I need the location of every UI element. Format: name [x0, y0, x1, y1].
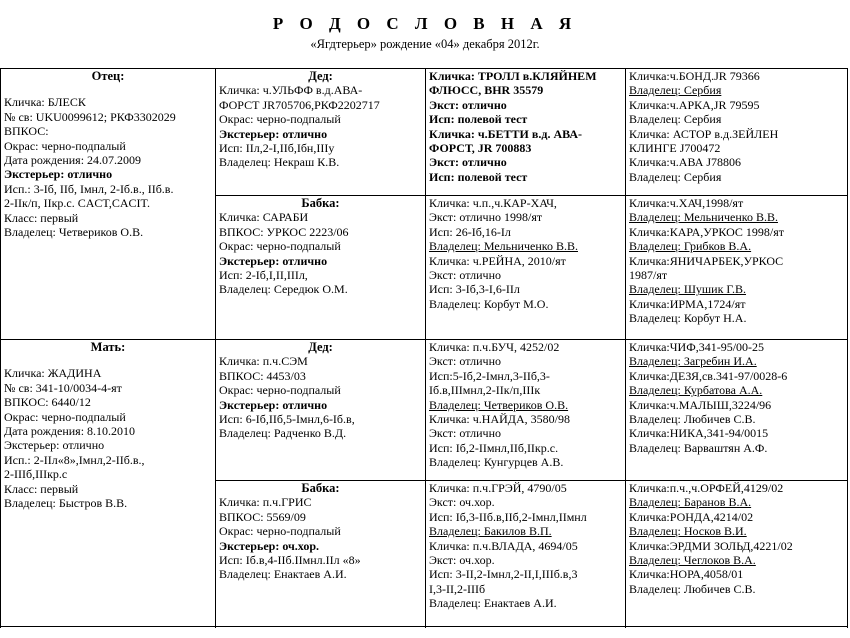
- g4-line: Кличка:РОНДА,4214/02: [629, 509, 754, 524]
- g3-line: Владелец: Енактаев А.И.: [429, 596, 557, 611]
- mother-heading: Мать:: [90, 340, 126, 354]
- g3-line: Экст: отлично: [429, 97, 507, 112]
- pgm-owner: Владелец: Середюк О.М.: [219, 282, 348, 297]
- pgm-line: Окрас: черно-подпалый: [219, 239, 341, 254]
- pgm-line: Исп: 2-Iб,I,II,IIIл,: [219, 268, 308, 283]
- mgm-line: Исп: Iб.в,4-IIб.IIмнл.IIл «8»: [219, 553, 361, 568]
- document-title: Р О Д О С Л О В Н А Я: [272, 14, 578, 33]
- g3-line: Владелец: Бакилов В.П.: [429, 524, 552, 539]
- pgm-heading: Бабка:: [301, 196, 340, 210]
- pgf-line: Экстерьер: отлично: [219, 126, 328, 141]
- pgf-owner: Владелец: Некраш К.В.: [219, 155, 340, 170]
- g3-line: ФЛЮСС, BHR 35579: [429, 83, 544, 98]
- g4-line: Владелец: Любичев С.В.: [629, 412, 756, 427]
- father-cell: [1, 69, 216, 340]
- g4-line: Владелец: Любичев С.В.: [629, 581, 756, 596]
- g3-line: Кличка: п.ч.ВЛАДА, 4694/05: [429, 538, 578, 553]
- g3-line: Кличка: ч.НАЙДА, 3580/98: [429, 412, 570, 427]
- g3-line: Кличка: п.ч.БУЧ, 4252/02: [429, 340, 560, 354]
- g3-line: Кличка: ТРОЛЛ в.КЛЯЙНЕМ: [429, 69, 597, 83]
- mother-vpkos: ВПКОС: 6440/12: [4, 395, 91, 410]
- mgm-owner: Владелец: Енактаев А.И.: [219, 567, 347, 582]
- g3-line: Iб.в,IIIмнл,2-IIк/п,IIIк: [429, 383, 541, 398]
- g4-line: Владелец: Курбатова А.А.: [629, 383, 763, 398]
- g4-line: Владелец: Сербия: [629, 169, 722, 184]
- paternal-grandmother-cell: [216, 196, 426, 340]
- mgf-heading: Дед:: [308, 340, 333, 354]
- g3-line: Владелец: Мельниченко В.В.: [429, 239, 578, 254]
- mgm-line: Экстерьер: оч.хор.: [219, 538, 319, 553]
- mgf-line: Исп: 6-Iб,IIб,5-Iмнл,6-Iб.в,: [219, 412, 355, 427]
- mgm-line: Окрас: черно-подпалый: [219, 524, 341, 539]
- mgm-heading: Бабка:: [301, 481, 340, 495]
- g3-line: Экст: отлично: [429, 155, 507, 170]
- g4-cell-2: [626, 196, 848, 340]
- g4-line: Владелец: Грибков В.А.: [629, 239, 752, 254]
- maternal-grandmother-cell: [216, 481, 426, 627]
- mother-reg: № св: 341-10/0034-4-ят: [4, 380, 122, 395]
- g3-line: Исп: полевой тест: [429, 112, 528, 127]
- g4-line: 1987/ят: [629, 268, 668, 283]
- pgf-line: ФОРСТ JR705706,РКФ2202717: [219, 97, 380, 112]
- father-reg: № св: UKU0099612; РКФ3302029: [4, 109, 176, 124]
- mgf-line: Окрас: черно-подпалый: [219, 383, 341, 398]
- g3-line: Исп: 3-II,2-Iмнл,2-II,I,IIIб.в,3: [429, 567, 578, 582]
- document-subtitle: «Ягдтерьер» рождение «04» декабря 2012г.: [310, 37, 540, 51]
- father-trials: Исп.: 3-Iб, IIб, Iмнл, 2-Iб.в., IIб.в.: [4, 181, 174, 196]
- father-class: Класс: первый: [4, 210, 79, 225]
- g3-cell-2: [426, 196, 626, 340]
- father-color: Окрас: черно-подпалый: [4, 138, 126, 153]
- mother-name: Кличка: ЖАДИНА: [4, 366, 102, 381]
- g3-line: Исп: Iб,3-IIб.в,IIб,2-Iмнл,IIмнл: [429, 509, 587, 524]
- g4-line: Кличка:НОРА,4058/01: [629, 567, 744, 582]
- g4-line: Кличка:ЯНИЧАРБЕК,УРКОС: [629, 253, 784, 268]
- g3-line: I,3-II,2-IIIб: [429, 581, 486, 596]
- mother-birth: Дата рождения: 8.10.2010: [4, 424, 136, 439]
- pgf-line: Окрас: черно-подпалый: [219, 112, 341, 127]
- g3-line: Исп: 26-Iб,16-Iл: [429, 224, 511, 239]
- g4-line: Владелец: Мельниченко В.В.: [629, 210, 778, 225]
- g4-line: Кличка:ч.ХАЧ,1998/ят: [629, 196, 744, 210]
- g3-line: Владелец: Кунгурцев А.В.: [429, 455, 564, 470]
- pgf-heading: Дед:: [308, 69, 333, 83]
- g3-line: Кличка: п.ч.ГРЭЙ, 4790/05: [429, 481, 567, 495]
- g3-cell-1: [426, 69, 626, 196]
- mgf-owner: Владелец: Радченко В.Д.: [219, 426, 347, 441]
- g4-line: Кличка:ИРМА,1724/ят: [629, 296, 746, 311]
- mgf-line: Кличка: п.ч.СЭМ: [219, 354, 308, 369]
- g4-cell-1: [626, 69, 848, 196]
- g4-line: Кличка:ЭРДМИ ЗОЛЬД,4221/02: [629, 538, 793, 553]
- mgm-line: Кличка: п.ч.ГРИС: [219, 495, 312, 510]
- g4-line: Кличка:ЧИФ,341-95/00-25: [629, 340, 765, 354]
- father-name: Кличка: БЛЕСК: [4, 95, 86, 110]
- g3-line: Кличка: ч.РЕЙНА, 2010/ят: [429, 253, 566, 268]
- g4-line: Владелец: Корбут Н.А.: [629, 311, 747, 326]
- pgm-line: Кличка: САРАБИ: [219, 210, 309, 225]
- g4-line: Владелец: Загребин И.А.: [629, 354, 757, 369]
- g4-cell-4: [626, 481, 848, 627]
- father-vpkos: ВПКОС:: [4, 124, 49, 139]
- g4-line: Кличка:КАРА,УРКОС 1998/ят: [629, 224, 785, 239]
- father-owner: Владелец: Четвериков О.В.: [4, 225, 144, 240]
- g4-line: Владелец: Чеглоков В.А.: [629, 553, 756, 568]
- g3-line: Экст: отлично: [429, 426, 502, 441]
- g3-line: Экст: отлично: [429, 268, 502, 283]
- g3-line: Экст: оч.хор.: [429, 553, 495, 568]
- father-exterior: Экстерьер: отлично: [4, 167, 113, 182]
- g4-line: Кличка:п.ч.,ч.ОРФЕЙ,4129/02: [629, 481, 784, 495]
- mother-owner: Владелец: Быстров В.В.: [4, 496, 128, 511]
- g3-line: Экст: оч.хор.: [429, 495, 495, 510]
- mother-trials: Исп.: 2-IIл«8»,Iмнл,2-IIб.в.,: [4, 452, 145, 467]
- mother-cell: [1, 340, 216, 627]
- father-birth: Дата рождения: 24.07.2009: [4, 153, 142, 168]
- g3-line: Экст: отлично: [429, 354, 502, 369]
- g4-line: Кличка:ч.АРКА,JR 79595: [629, 97, 760, 112]
- pedigree-table: [0, 68, 848, 627]
- maternal-grandfather-cell: [216, 340, 426, 481]
- g4-line: Кличка:ДЕЗЯ,св.341-97/0028-6: [629, 368, 788, 383]
- g4-line: Кличка:НИКА,341-94/0015: [629, 426, 769, 441]
- g4-line: Владелец: Носков В.И.: [629, 524, 747, 539]
- father-trials-2: 2-IIк/п, IIкр.с. CACT,CACIT.: [4, 196, 150, 211]
- g4-line: Кличка:ч.МАЛЫШ,3224/96: [629, 397, 772, 412]
- g4-line: КЛИНГЕ J700472: [629, 141, 721, 156]
- g3-line: Кличка: ч.БЕТТИ в.д. АВА-: [429, 126, 583, 141]
- g4-line: Кличка: АСТОР в.д.ЗЕЙЛЕН: [629, 126, 779, 141]
- g3-line: Экст: отлично 1998/ят: [429, 210, 543, 225]
- pgf-line: Кличка: ч.УЛЬФФ в.д.АВА-: [219, 83, 363, 98]
- g3-line: Исп: полевой тест: [429, 169, 528, 184]
- father-heading: Отец:: [91, 69, 125, 83]
- g4-line: Владелец: Сербия: [629, 83, 722, 98]
- g4-line: Владелец: Варваштян А.Ф.: [629, 440, 768, 455]
- pgf-line: Исп: IIл,2-I,IIб,Iбн,IIIу: [219, 141, 335, 156]
- g3-line: Исп: 3-Iб,3-I,6-IIл: [429, 282, 520, 297]
- pgm-line: ВПКОС: УРКОС 2223/06: [219, 224, 349, 239]
- mgf-line: ВПКОС: 4453/03: [219, 368, 306, 383]
- g3-cell-3: [426, 340, 626, 481]
- mother-trials-2: 2-IIIб,IIIкр.с: [4, 467, 68, 482]
- g3-line: Владелец: Четвериков О.В.: [429, 397, 569, 412]
- mother-color: Окрас: черно-подпалый: [4, 409, 126, 424]
- g3-line: Владелец: Корбут М.О.: [429, 296, 549, 311]
- g3-cell-4: [426, 481, 626, 627]
- g4-line: Владелец: Сербия: [629, 112, 722, 127]
- paternal-grandfather-cell: [216, 69, 426, 196]
- g3-line: Исп: Iб,2-IIмнл,IIб,IIкр.с.: [429, 440, 559, 455]
- mgf-line: Экстерьер: отлично: [219, 397, 328, 412]
- g4-cell-3: [626, 340, 848, 481]
- mother-exterior: Экстерьер: отлично: [4, 438, 105, 453]
- g3-line: ФОРСТ, JR 700883: [429, 141, 532, 156]
- mgm-line: ВПКОС: 5569/09: [219, 509, 306, 524]
- mother-class: Класс: первый: [4, 481, 79, 496]
- pgm-line: Экстерьер: отлично: [219, 253, 328, 268]
- g4-line: Владелец: Баранов В.А.: [629, 495, 752, 510]
- g4-line: Кличка:ч.АВА J78806: [629, 155, 742, 170]
- g4-line: Владелец: Шушик Г.В.: [629, 282, 747, 297]
- g3-line: Кличка: ч.п.,ч.КАР-ХАЧ,: [429, 196, 557, 210]
- g3-line: Исп:5-Iб,2-Iмнл,3-IIб,3-: [429, 368, 550, 383]
- g4-line: Кличка:ч.БОНД.JR 79366: [629, 69, 760, 83]
